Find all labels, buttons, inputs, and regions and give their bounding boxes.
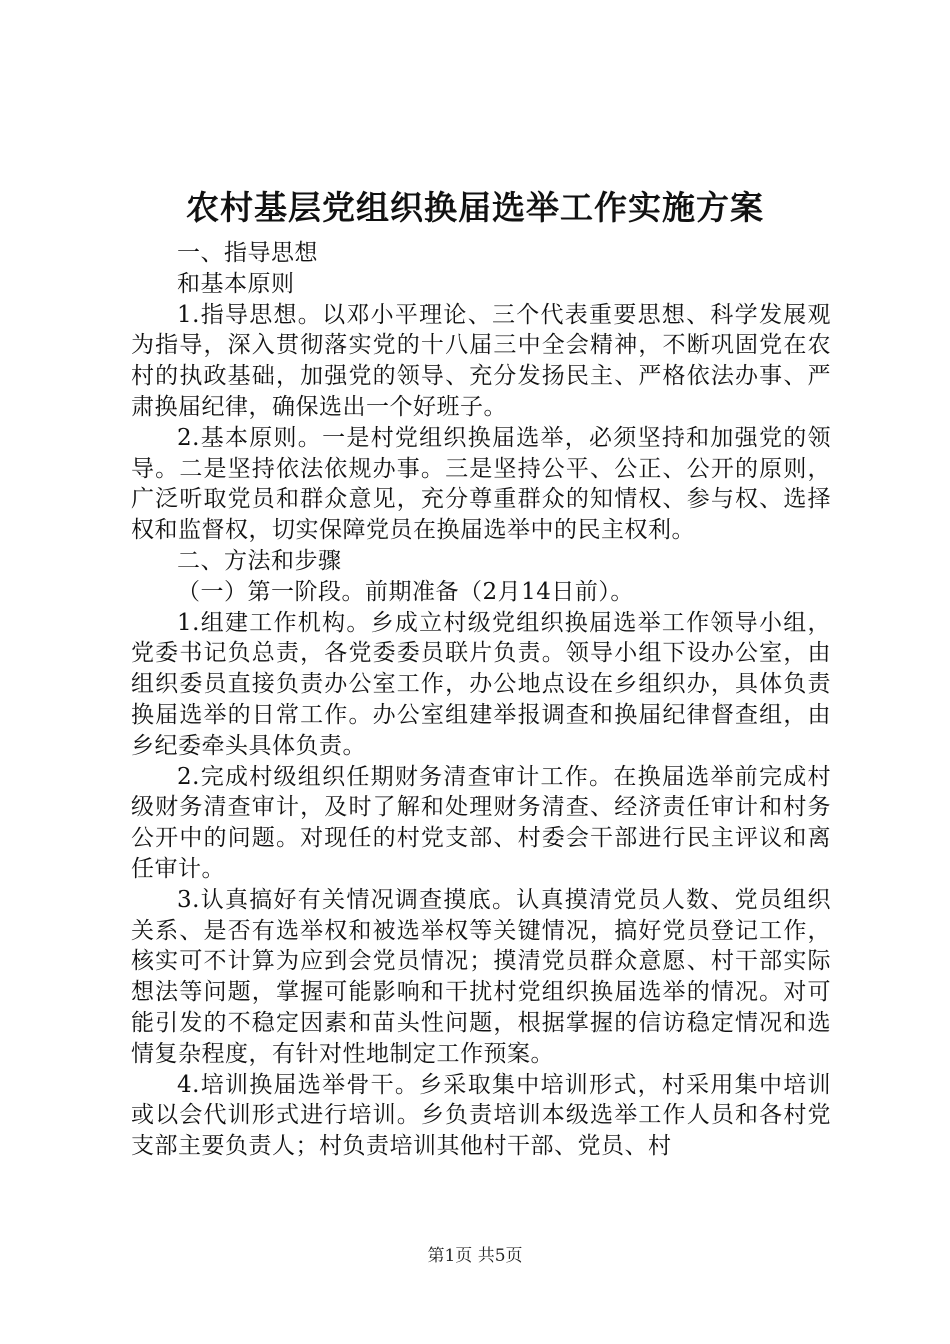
page-footer: 第1页 共5页 xyxy=(427,1246,523,1266)
paragraph-organization: 1.组建工作机构。乡成立村级党组织换届选举工作领导小组，党委书记负总责，各党委委员联片负责。领导小组下设办公室，由组织委员直接负责办公室工作，办公地点设在乡组织办，具体负责换届选举的日常工作。办公室组建举报调查和换届纪律督查组，由乡纪委牵头具体负责。 xyxy=(131,609,831,759)
paragraph-guiding-ideology: 1.指导思想。以邓小平理论、三个代表重要思想、科学发展观为指导，深入贯彻落实党的十八届三中全会精神，不断巩固党在农村的执政基础，加强党的领导、充分发扬民主、严格依法办事、严肃换届纪律，确保选出一个好班子。 xyxy=(131,301,831,420)
section-heading-basic-principles: 和基本原则 xyxy=(177,270,295,297)
document-title: 农村基层党组织换届选举工作实施方案 xyxy=(186,188,764,227)
subsection-heading-stage-one: （一）第一阶段。前期准备（2月14日前）。 xyxy=(177,578,634,605)
paragraph-training: 4.培训换届选举骨干。乡采取集中培训形式，村采用集中培训或以会代训形式进行培训。乡负责培训本级选举工作人员和各村党支部主要负责人；村负责培训其他村干部、党员、村 xyxy=(131,1071,831,1160)
paragraph-investigation: 3.认真搞好有关情况调查摸底。认真摸清党员人数、党员组织关系、是否有选举权和被选举权等关键情况，搞好党员登记工作，核实可不计算为应到会党员情况；摸清党员群众意愿、村干部实际想法等问题，掌握可能影响和干扰村党组织换届选举的情况。对可能引发的不稳定因素和苗头性问题，根据掌握的信访稳定情况和选情复杂程度，有针对性地制定工作预案。 xyxy=(131,886,831,1067)
paragraph-financial-audit: 2.完成村级组织任期财务清查审计工作。在换届选举前完成村级财务清查审计，及时了解和处理财务清查、经济责任审计和村务公开中的问题。对现任的村党支部、村委会干部进行民主评议和离任审计。 xyxy=(131,763,831,882)
section-heading-methods-steps: 二、方法和步骤 xyxy=(177,547,342,574)
paragraph-basic-principles: 2.基本原则。一是村党组织换届选举，必须坚持和加强党的领导。二是坚持依法依规办事。三是坚持公平、公正、公开的原则，广泛听取党员和群众意见，充分尊重群众的知情权、参与权、选择权和监督权，切实保障党员在换届选举中的民主权利。 xyxy=(131,424,831,544)
document-body xyxy=(131,238,831,1162)
section-heading-guiding-ideology: 一、指导思想 xyxy=(177,240,318,266)
